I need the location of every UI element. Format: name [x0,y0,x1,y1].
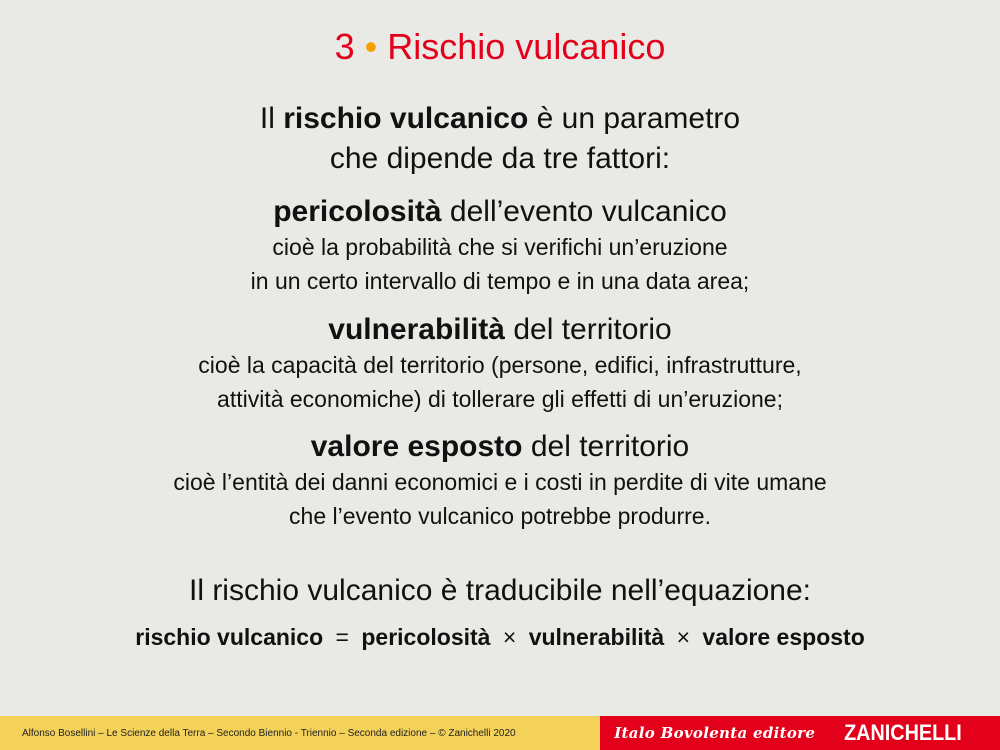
factor-description-line: cioè la capacità del territorio (persone, edifici, infrastrutture, [198,352,802,378]
intro-line-1 [0,99,1000,139]
intro-bold-term: rischio vulcanico [283,102,529,135]
factor-term: vulnerabilità [328,313,505,346]
factor-description-line: cioè la probabilità che si verifichi un’eruzione [272,234,728,260]
equation-term: valore esposto [702,624,865,650]
times-sign: × [502,624,517,650]
factor-description-line: in un certo intervallo di tempo e in una data area; [250,268,750,294]
equation-lhs: rischio vulcanico [135,624,324,650]
equation [0,620,1000,654]
intro-paragraph [0,99,1000,179]
slide-title [0,26,1000,68]
factor-description-line: che l’evento vulcanico potrebbe produrre. [289,503,711,529]
equation-intro: Il rischio vulcanico è traducibile nell’equazione: [188,574,812,607]
factor-term: valore esposto [310,430,523,463]
title-bullet: • [364,26,378,67]
factor-pericolosita [0,194,1000,298]
brand-logo: ZANICHELLI [844,720,962,745]
equation-term: pericolosità [361,624,491,650]
factor-description-line: attività economiche) di tollerare gli effetti di un’eruzione; [217,386,783,412]
factor-term-rest: del territorio [522,430,690,463]
title-text: Rischio vulcanico [387,26,666,67]
factor-description-line: cioè l’entità dei danni economici e i costi in perdite di vite umane [173,469,827,495]
factor-heading [0,194,1000,230]
intro-pre: Il [259,102,284,135]
footer [0,716,1000,750]
factor-term-rest: dell’evento vulcanico [441,195,727,228]
equation-term: vulnerabilità [528,624,665,650]
factor-heading [0,312,1000,348]
publisher-name: Italo Bovolenta editore [614,724,816,742]
factor-term: pericolosità [273,195,442,228]
factor-term-rest: del territorio [504,313,672,346]
factor-vulnerabilita [0,312,1000,416]
intro-line-2: che dipende da tre fattori: [329,142,671,175]
times-sign: × [676,624,691,650]
publisher-logo [600,716,1000,750]
factor-valore-esposto [0,429,1000,533]
intro-post: è un parametro [528,102,741,135]
title-number: 3 [334,26,355,67]
equals-sign: = [335,624,349,650]
factor-heading [0,429,1000,465]
footer-credit: Alfonso Bosellini – Le Scienze della Terra – Secondo Biennio - Triennio – Seconda edizione – © Zanichelli 2020 [0,716,600,750]
